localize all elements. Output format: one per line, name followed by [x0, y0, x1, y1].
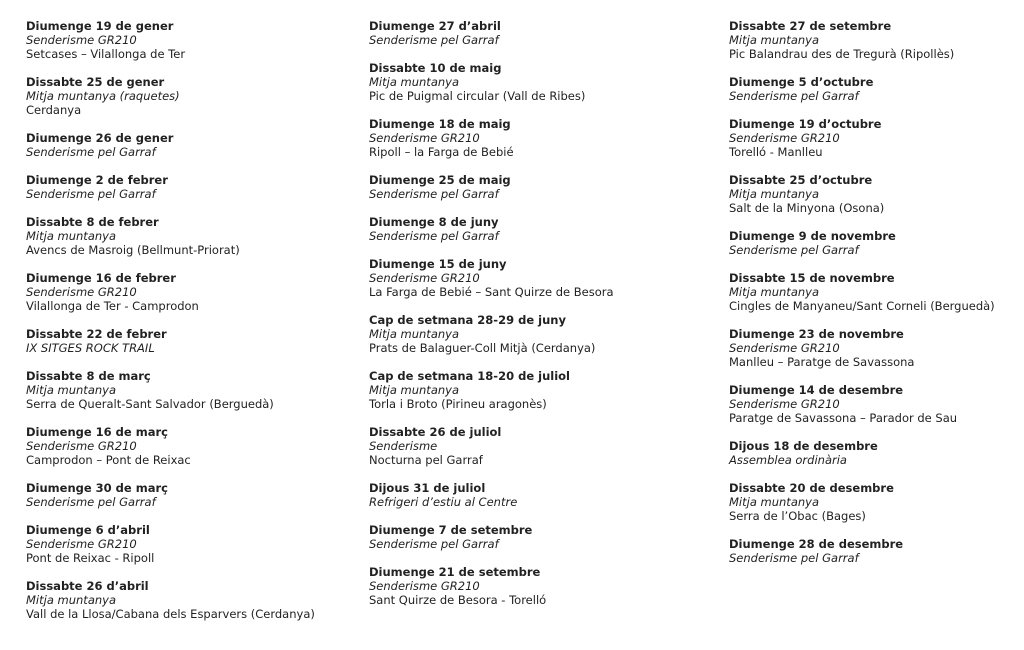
event-item	[369, 565, 709, 607]
event-date: Diumenge 18 de maig	[369, 117, 511, 131]
event-place: Salt de la Minyona (Osona)	[729, 201, 885, 215]
event-type: Mitja muntanya	[26, 383, 117, 397]
event-place: Pic de Puigmal circular (Vall de Ribes)	[369, 89, 586, 103]
event-item	[26, 425, 346, 467]
event-type: Mitja muntanya	[729, 495, 820, 509]
event-type: Senderisme pel Garraf	[729, 243, 859, 257]
event-item	[26, 131, 346, 159]
event-type: Assemblea ordinària	[729, 453, 847, 467]
event-item	[729, 271, 1024, 313]
event-date: Diumenge 28 de desembre	[729, 537, 904, 551]
event-date: Diumenge 16 de març	[26, 425, 168, 439]
event-type: Senderisme pel Garraf	[729, 89, 859, 103]
event-type: Senderisme GR210	[369, 271, 480, 285]
event-type: Senderisme pel Garraf	[369, 537, 499, 551]
event-type: Senderisme GR210	[369, 131, 480, 145]
event-place: Paratge de Savassona – Parador de Sau	[729, 411, 958, 425]
event-place: Pont de Reixac - Ripoll	[26, 551, 155, 565]
event-item	[369, 313, 709, 355]
event-item	[369, 117, 709, 159]
event-date: Dissabte 15 de novembre	[729, 271, 895, 285]
event-item	[729, 229, 1024, 257]
event-type: Senderisme pel Garraf	[26, 187, 156, 201]
event-type: Senderisme	[369, 439, 438, 453]
event-date: Diumenge 25 de maig	[369, 173, 511, 187]
event-place: Serra de Queralt-Sant Salvador (Berguedà)	[26, 397, 274, 411]
event-item	[369, 425, 709, 467]
event-item	[26, 369, 346, 411]
event-item	[369, 19, 709, 47]
event-place: Cerdanya	[26, 103, 82, 117]
event-place: Manlleu – Paratge de Savassona	[729, 355, 915, 369]
event-date: Dijous 31 de juliol	[369, 481, 486, 495]
event-date: Dissabte 26 d’abril	[26, 579, 149, 593]
event-type: Senderisme GR210	[729, 341, 840, 355]
event-date: Diumenge 23 de novembre	[729, 327, 904, 341]
event-date: Diumenge 19 de gener	[26, 19, 174, 33]
event-item	[369, 215, 709, 243]
event-type: IX SITGES ROCK TRAIL	[26, 341, 155, 355]
event-type: Mitja muntanya	[26, 593, 117, 607]
event-item	[369, 61, 709, 103]
event-item	[729, 383, 1024, 425]
event-date: Dissabte 20 de desembre	[729, 481, 894, 495]
event-date: Diumenge 19 d’octubre	[729, 117, 882, 131]
event-item	[26, 173, 346, 201]
event-place: Vall de la Llosa/Cabana dels Esparvers (Cerdanya)	[26, 607, 315, 621]
event-place: Torelló - Manlleu	[729, 145, 823, 159]
event-type: Mitja muntanya	[729, 33, 820, 47]
calendar-column-2	[369, 19, 709, 621]
event-date: Dissabte 25 d’octubre	[729, 173, 873, 187]
event-item	[369, 173, 709, 201]
event-place: Torla i Broto (Pirineu aragonès)	[369, 397, 547, 411]
event-place: Cingles de Manyaneu/Sant Corneli (Berguedà)	[729, 299, 995, 313]
event-type: Senderisme pel Garraf	[26, 495, 156, 509]
event-type: Senderisme GR210	[26, 439, 137, 453]
event-item	[26, 481, 346, 509]
event-type: Mitja muntanya	[369, 75, 460, 89]
event-date: Diumenge 21 de setembre	[369, 565, 541, 579]
event-item	[26, 75, 346, 117]
event-date: Diumenge 30 de març	[26, 481, 168, 495]
event-date: Diumenge 26 de gener	[26, 131, 174, 145]
event-item	[369, 369, 709, 411]
event-date: Diumenge 14 de desembre	[729, 383, 904, 397]
event-date: Diumenge 16 de febrer	[26, 271, 176, 285]
event-item	[729, 173, 1024, 215]
event-item	[26, 271, 346, 313]
event-type: Mitja muntanya	[729, 187, 820, 201]
event-date: Diumenge 8 de juny	[369, 215, 499, 229]
event-place: Camprodon – Pont de Reixac	[26, 453, 191, 467]
event-item	[26, 579, 346, 621]
event-type: Refrigeri d’estiu al Centre	[369, 495, 518, 509]
event-type: Senderisme GR210	[26, 537, 137, 551]
event-type: Mitja muntanya	[369, 383, 460, 397]
event-date: Cap de setmana 18-20 de juliol	[369, 369, 570, 383]
event-date: Dissabte 22 de febrer	[26, 327, 167, 341]
event-date: Dissabte 10 de maig	[369, 61, 502, 75]
event-item	[369, 257, 709, 299]
event-item	[729, 537, 1024, 565]
event-type: Senderisme GR210	[369, 579, 480, 593]
event-item	[729, 439, 1024, 467]
event-type: Mitja muntanya (raquetes)	[26, 89, 180, 103]
event-type: Senderisme GR210	[26, 285, 137, 299]
event-date: Diumenge 2 de febrer	[26, 173, 168, 187]
event-item	[729, 75, 1024, 103]
event-date: Dissabte 8 de febrer	[26, 215, 159, 229]
event-item	[729, 117, 1024, 159]
event-item	[369, 523, 709, 551]
event-type: Senderisme pel Garraf	[369, 229, 499, 243]
event-date: Diumenge 27 d’abril	[369, 19, 501, 33]
event-type: Senderisme GR210	[26, 33, 137, 47]
event-item	[26, 19, 346, 61]
event-date: Diumenge 7 de setembre	[369, 523, 533, 537]
event-type: Mitja muntanya	[369, 327, 460, 341]
event-place: La Farga de Bebié – Sant Quirze de Besora	[369, 285, 614, 299]
event-item	[729, 481, 1024, 523]
event-type: Senderisme pel Garraf	[729, 551, 859, 565]
calendar-column-3	[729, 19, 1024, 579]
event-type: Senderisme GR210	[729, 397, 840, 411]
event-place: Serra de l’Obac (Bages)	[729, 509, 866, 523]
event-place: Sant Quirze de Besora - Torelló	[369, 593, 547, 607]
event-date: Diumenge 15 de juny	[369, 257, 507, 271]
event-date: Diumenge 9 de novembre	[729, 229, 896, 243]
event-date: Cap de setmana 28-29 de juny	[369, 313, 566, 327]
event-date: Diumenge 5 d’octubre	[729, 75, 874, 89]
event-type: Senderisme pel Garraf	[369, 187, 499, 201]
event-date: Dissabte 25 de gener	[26, 75, 165, 89]
event-place: Setcases – Vilallonga de Ter	[26, 47, 186, 61]
event-item	[729, 19, 1024, 61]
event-date: Dijous 18 de desembre	[729, 439, 878, 453]
event-item	[26, 215, 346, 257]
calendar-column-1	[26, 19, 346, 635]
event-type: Mitja muntanya	[729, 285, 820, 299]
event-type: Mitja muntanya	[26, 229, 117, 243]
event-date: Dissabte 26 de juliol	[369, 425, 502, 439]
event-place: Avencs de Masroig (Bellmunt-Priorat)	[26, 243, 240, 257]
event-place: Pic Balandrau des de Tregurà (Ripollès)	[729, 47, 955, 61]
event-date: Dissabte 27 de setembre	[729, 19, 892, 33]
event-place: Prats de Balaguer-Coll Mitjà (Cerdanya)	[369, 341, 596, 355]
event-place: Nocturna pel Garraf	[369, 453, 483, 467]
event-item	[26, 327, 346, 355]
event-type: Senderisme GR210	[729, 131, 840, 145]
event-place: Ripoll – la Farga de Bebié	[369, 145, 514, 159]
event-place: Vilallonga de Ter - Camprodon	[26, 299, 199, 313]
event-type: Senderisme pel Garraf	[26, 145, 156, 159]
event-date: Dissabte 8 de març	[26, 369, 151, 383]
event-item	[26, 523, 346, 565]
event-item	[369, 481, 709, 509]
event-item	[729, 327, 1024, 369]
event-date: Diumenge 6 d’abril	[26, 523, 150, 537]
event-type: Senderisme pel Garraf	[369, 33, 499, 47]
